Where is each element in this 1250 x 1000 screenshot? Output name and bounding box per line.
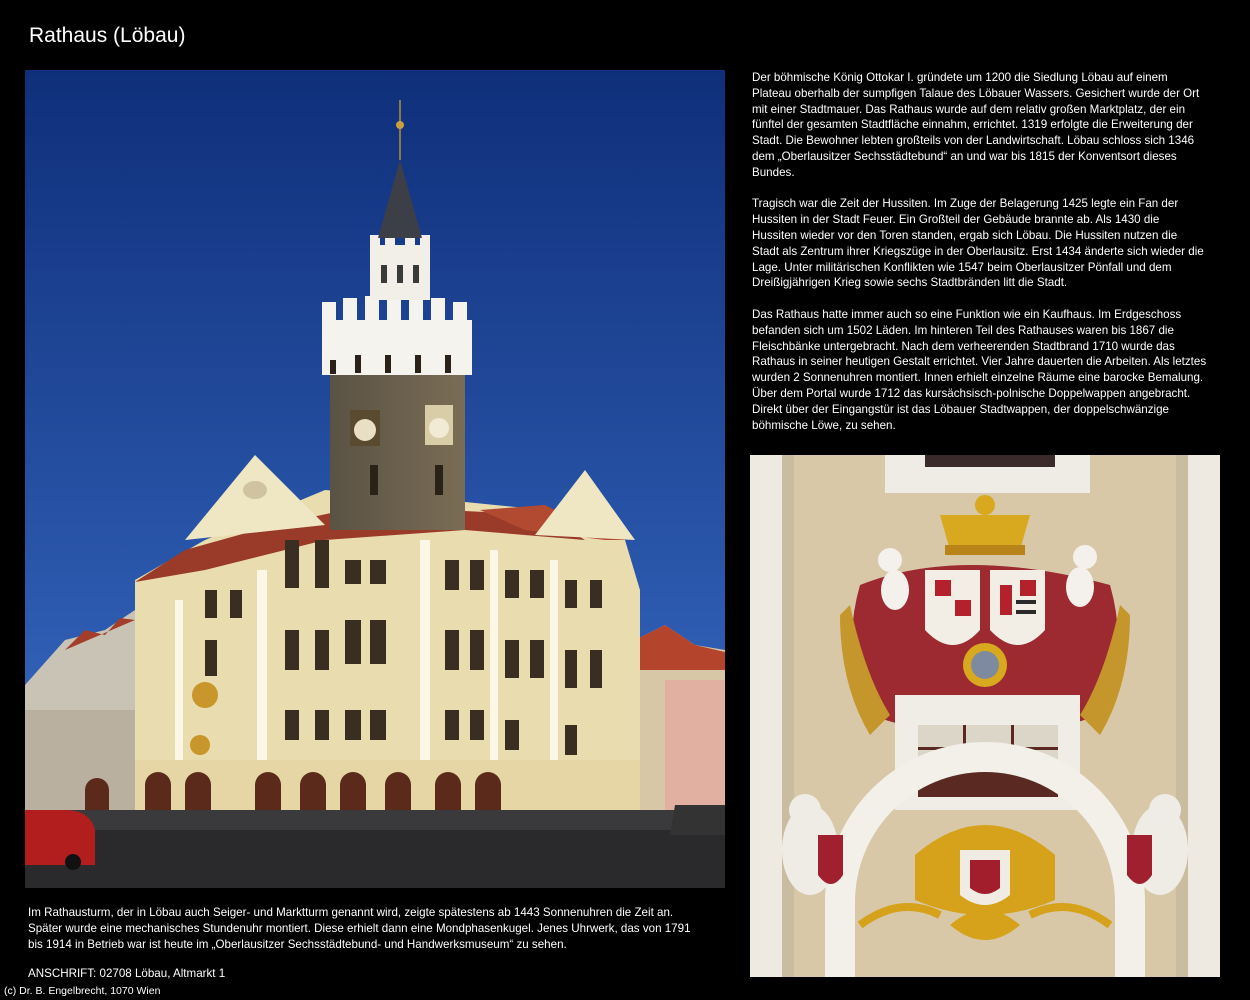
coat-of-arms-illustration xyxy=(750,455,1220,977)
description-paragraph: Der böhmische König Ottokar I. gründete um 1200 die Siedlung Löbau auf einem Plateau oberhalb der sumpfigen Talaue des Löbauer Wassers. Gesichert wurde der Ort mit einer Stadtmauer. Das Rathaus wurde auf dem relativ großen Marktplatz, der ein fünftel der gesamten Stadtfläche einnahm, errichtet. 1319 erfolgte die Erweiterung der Stadt. Die Bewohner lebten großteils von der Landwirtschaft. Löbau schloss sich 1346 dem „Oberlausitzer Sechsstädtebund“ an und war bis 1815 der Konventsort dieses Bundes. xyxy=(752,71,1200,179)
description-paragraph: Tragisch war die Zeit der Hussiten. Im Zuge der Belagerung 1425 legte ein Fan der Hussiten in der Stadt Feuer. Ein Großteil der Gebäude brannte ab. Als 1430 die Hussiten wieder vor den Toren standen, ergab sich Löbau. Die Hussiten nutzen die Stadt als Zentrum ihrer Kriegszüge in der Oberlausitz. Erst 1434 änderte sich wieder die Lage. Unter militärischen Konflikten wie 1547 beim Oberlausitzer Pönfall und dem Dreißigjährigen Krieg sowie sechs Stadtbränden litt die Stadt. xyxy=(752,197,1204,290)
town-hall-photo xyxy=(25,70,725,888)
description-paragraph: Das Rathaus hatte immer auch so eine Funktion wie ein Kaufhaus. Im Erdgeschoss befanden sich um 1502 Läden. Im hinteren Teil des Rathauses waren bis 1867 die Fleischbänke untergebracht. Nach dem verheerenden Stadtbrand 1710 wurde das Rathaus in seiner heutigen Gestalt errichtet. Vier Jahre dauerten die Arbeiten. Als letztes wurden 2 Sonnenuhren montiert. Innen erhielt einzelne Räume eine barocke Bemalung. Über dem Portal wurde 1712 das kursächsisch-polnische Doppelwappen angebracht. Direkt über der Eingangstür ist das Löbauer Stadtwappen, der doppelschwänzige böhmische Löwe, zu sehen. xyxy=(752,307,1207,432)
description-text xyxy=(752,70,1207,449)
page-title: Rathaus (Löbau) xyxy=(29,24,186,47)
photo-caption: Im Rathausturm, der in Löbau auch Seiger- und Marktturm genannt wird, zeigte spätestens ab 1443 Sonnenuhren die Zeit an. Später wurde eine mechanisches Stundenuhr montiert. Diese erhielt dann eine Mondphasenkugel. Jenes Uhrwerk, das von 1791 bis 1914 in Betrieb war ist heute im „Oberlausitzer Sechsstädtebund- und Handwerksmuseum“ zu sehen. xyxy=(28,906,691,951)
copyright-line: (c) Dr. B. Engelbrecht, 1070 Wien xyxy=(4,985,161,997)
town-hall-illustration xyxy=(25,70,725,888)
address-line: ANSCHRIFT: 02708 Löbau, Altmarkt 1 xyxy=(28,967,226,980)
coat-of-arms-photo xyxy=(750,455,1220,977)
